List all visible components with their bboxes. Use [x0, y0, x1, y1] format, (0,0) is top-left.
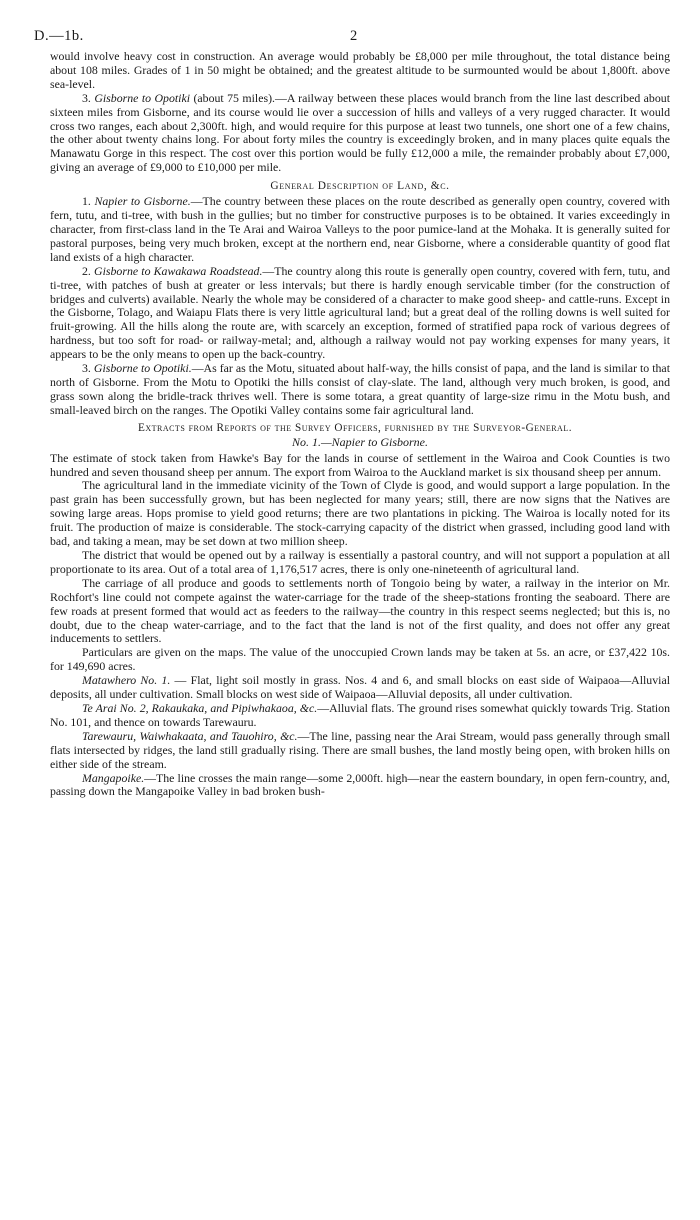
paragraph: Tarewauru, Waiwhakaata, and Tauohiro, &c.—The line, passing near the Arai Stream, would pass generally through small flats intersected by ridges, the land still gradually rising. There are small bushes, the land mostly being open, with broken hills on either side of the stream. — [50, 728, 670, 771]
paragraph: The agricultural land in the immediate vicinity of the Town of Clyde is good, and would support a large population. In the past grain has been successfully grown, but has been neglected for many years; still, there are now signs that the Natives are sowing large areas. Hops promise to yield good returns; there are two plantations in picking. The Wairoa is locally noted for its fruit. The production of maize is considerable. The stock-carrying capacity of the district when grassed, including good land with bad, and taking a mean, may be set down at two million sheep. — [50, 478, 670, 549]
section-heading: Extracts from Reports of the Survey Officers, furnished by the Surveyor-General. — [137, 421, 572, 434]
paragraph: Mangapoike.—The line crosses the main range—some 2,000ft. high—near the eastern boundary, in open fern-country, and, passing down the Mangapoike Valley in bad broken bush- — [50, 770, 670, 799]
paragraph: The estimate of stock taken from Hawke's Bay for the lands in course of settlement in the Wairoa and Cook Counties is two hundred and seven thousand sheep per annum. The export from Wairoa to the Auckland market is six thousand sheep per annum. — [50, 450, 670, 479]
paragraph: would involve heavy cost in construction. An average would probably be £8,000 per mile throughout, the total distance being about 108 miles. Grades of 1 in 50 might be obtained; and the greatest altitude to be surmounted would be about 1,800ft. above sea-level. — [50, 49, 670, 91]
paragraph: Matawhero No. 1. — Flat, light soil mostly in grass. Nos. 4 and 6, and small blocks on east side of Waipaoa—Alluvial deposits, all under cultivation. Small blocks on west side of Waipaoa—Alluvial deposits, all under cultivation. — [50, 673, 670, 702]
page-number: 2 — [350, 28, 358, 44]
paragraph: 1. Napier to Gisborne.—The country between these places on the route described as generally open country, covered with fern, tutu, and ti-tree, with bush in the gullies; but no timber for constructive purposes is to be obtained. It varies exceedingly in character, from first-class land in the Te Arai and Wairoa Valleys to the poor pumice-land at the Mohaka. It is generally suited for pastoral purposes, being very much broken, except at the northern end, near Gisborne, where a considerable quantity of good flat land exists of a high character. — [50, 194, 670, 264]
paragraph: Particulars are given on the maps. The value of the unoccupied Crown lands may be taken at 5s. an acre, or £37,422 10s. for 149,690 acres. — [50, 645, 670, 674]
document-page — [34, 28, 670, 799]
paragraph: 3. Gisborne to Opotiki (about 75 miles).—A railway between these places would branch from the line last described about sixteen miles from Gisborne, and its course would lie over a succession of hills and valleys of a very rugged character. It would cross two ranges, each about 2,300ft. high, and would require for this purpose at least two tunnels, one short one of a few chains, the other about twenty chains long. For about forty miles the country is exceedingly broken, and in many places quite equals the Manawatu Gorge in this respect. The cost over this portion would be fully £12,000 a mile, the remainder probably about £7,000, giving an average of £9,000 to £10,000 per mile. — [50, 90, 670, 175]
paragraph: 2. Gisborne to Kawakawa Roadstead.—The country along this route is generally open country, covered with fern, tutu, and ti-tree, with patches of bush at greater or less intervals; but there is hardly enough servicable timber (for the construction of bridges and culverts) available. Nearly the whole may be considered of a character to make good sheep- and cattle-runs. Except in the Gisborne, Tolago, and Waiapu Flats there is very little agricultural land; but a great deal of the rolling downs is well suited for fruit-growing. All the hills along the route are, with scarcely an exception, formed of stratified papa rock of various degrees of hardness, but too soft for road- or railway-metal; and, although a railway would not pay working expenses for many years, it appears to be the only means to open up the back-country. — [50, 263, 670, 362]
paragraph: The district that would be opened out by a railway is essentially a pastoral country, and will not support a population at all proportionate to its area. Out of a total area of 1,176,517 acres, there is only one-nineteenth of agricultural land. — [50, 548, 670, 576]
document-reference: D.—1b. — [34, 28, 84, 44]
paragraph: The carriage of all produce and goods to settlements north of Tongoio being by water, a railway in the interior on Mr. Rochfort's line could not compete against the water-carriage for the trade of the sheep-stations fronting the seaboard. There are few roads at present formed that would act as feeders to the railway—the country in this respect seems neglected; but this is, no doubt, due to the cheap water-carriage, and to the fact that the land is not of the first quality, and does not offer any great inducements to settlers. — [50, 575, 670, 646]
subsection-heading: No. 1.—Napier to Gisborne. — [291, 434, 428, 449]
section-heading: General Description of Land, &c. — [270, 180, 450, 193]
page-header — [34, 28, 670, 50]
paragraph: 3. Gisborne to Opotiki.—As far as the Motu, situated about half-way, the hills consist of papa, and the land is similar to that north of Gisborne. From the Motu to Opotiki the hills consist of clay-slate. The land, although very much broken, is good, and grass sown along the bridle-track thrives well. There is some totara, a great quantity of large-size rimu in the Motu bush, and small-leaved birch on the ranges. The Opotiki Valley contains some fair agricultural land. — [50, 361, 670, 417]
paragraph: Te Arai No. 2, Rakaukaka, and Pipiwhakaoa, &c.—Alluvial flats. The ground rises somewhat quickly towards Trig. Station No. 101, and thence on towards Tarewauru. — [50, 700, 670, 729]
